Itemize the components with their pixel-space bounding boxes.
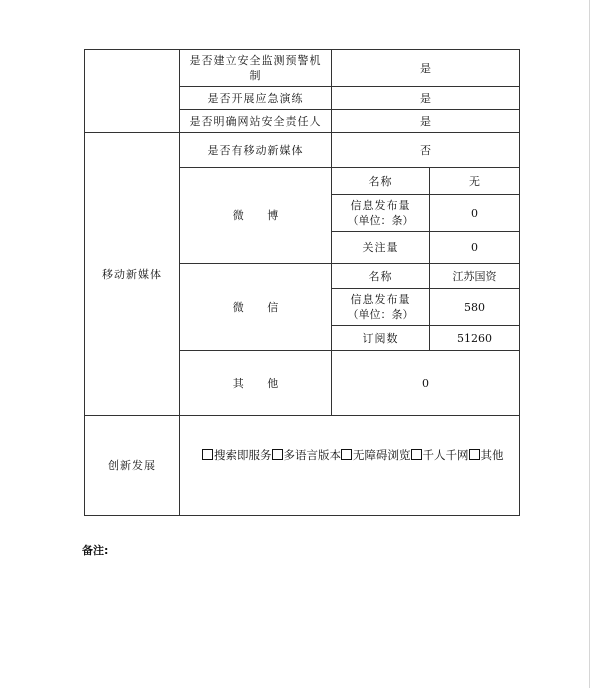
wechat-posts-label-line2: （单位：条） — [347, 308, 414, 321]
row-has-mobile-media — [85, 133, 520, 168]
weibo-posts-label-line1: 信息发布量 — [350, 199, 411, 212]
page-edge — [589, 0, 590, 688]
checkbox-icon[interactable] — [202, 449, 213, 460]
option-accessibility: 无障碍浏览 — [353, 448, 411, 462]
checkbox-icon[interactable] — [341, 449, 352, 460]
option-personalized: 千人千网 — [422, 448, 469, 462]
top-left-blank-cell — [85, 50, 180, 133]
other-media-label: 其 他 — [180, 351, 332, 416]
warning-mechanism-label: 是否建立安全监测预警机制 — [180, 50, 332, 87]
option-other: 其他 — [480, 448, 504, 462]
wechat-posts-value: 580 — [430, 289, 520, 326]
innovation-label: 创新发展 — [85, 416, 180, 516]
mobile-media-section-label: 移动新媒体 — [85, 133, 180, 416]
emergency-drill-value: 是 — [332, 87, 520, 110]
has-mobile-media-value: 否 — [332, 133, 520, 168]
wechat-name-label: 名称 — [332, 264, 430, 289]
weibo-followers-label: 关注量 — [332, 232, 430, 264]
weibo-followers-value: 0 — [430, 232, 520, 264]
wechat-subscribers-label: 订阅数 — [332, 326, 430, 351]
weibo-posts-label-line2: （单位：条） — [347, 214, 414, 227]
checkbox-icon[interactable] — [469, 449, 480, 460]
weibo-label: 微 博 — [180, 168, 332, 264]
row-innovation — [85, 416, 520, 516]
weibo-posts-label — [332, 195, 430, 232]
wechat-subscribers-value: 51260 — [430, 326, 520, 351]
other-media-value: 0 — [332, 351, 520, 416]
wechat-label: 微 信 — [180, 264, 332, 351]
wechat-posts-label — [332, 289, 430, 326]
wechat-name-value: 江苏国资 — [430, 264, 520, 289]
option-search-service: 搜索即服务 — [214, 448, 272, 462]
weibo-posts-value: 0 — [430, 195, 520, 232]
security-responsible-value: 是 — [332, 110, 520, 133]
weibo-name-label: 名称 — [332, 168, 430, 195]
security-responsible-label: 是否明确网站安全责任人 — [180, 110, 332, 133]
warning-mechanism-value: 是 — [332, 50, 520, 87]
wechat-posts-label-line1: 信息发布量 — [350, 293, 411, 306]
report-table — [84, 49, 520, 516]
option-multilingual: 多语言版本 — [283, 448, 341, 462]
has-mobile-media-label: 是否有移动新媒体 — [180, 133, 332, 168]
checkbox-icon[interactable] — [272, 449, 283, 460]
innovation-options — [180, 416, 520, 516]
checkbox-icon[interactable] — [411, 449, 422, 460]
row-warning-mechanism — [85, 50, 520, 87]
emergency-drill-label: 是否开展应急演练 — [180, 87, 332, 110]
weibo-name-value: 无 — [430, 168, 520, 195]
note-label: 备注: — [82, 544, 109, 557]
